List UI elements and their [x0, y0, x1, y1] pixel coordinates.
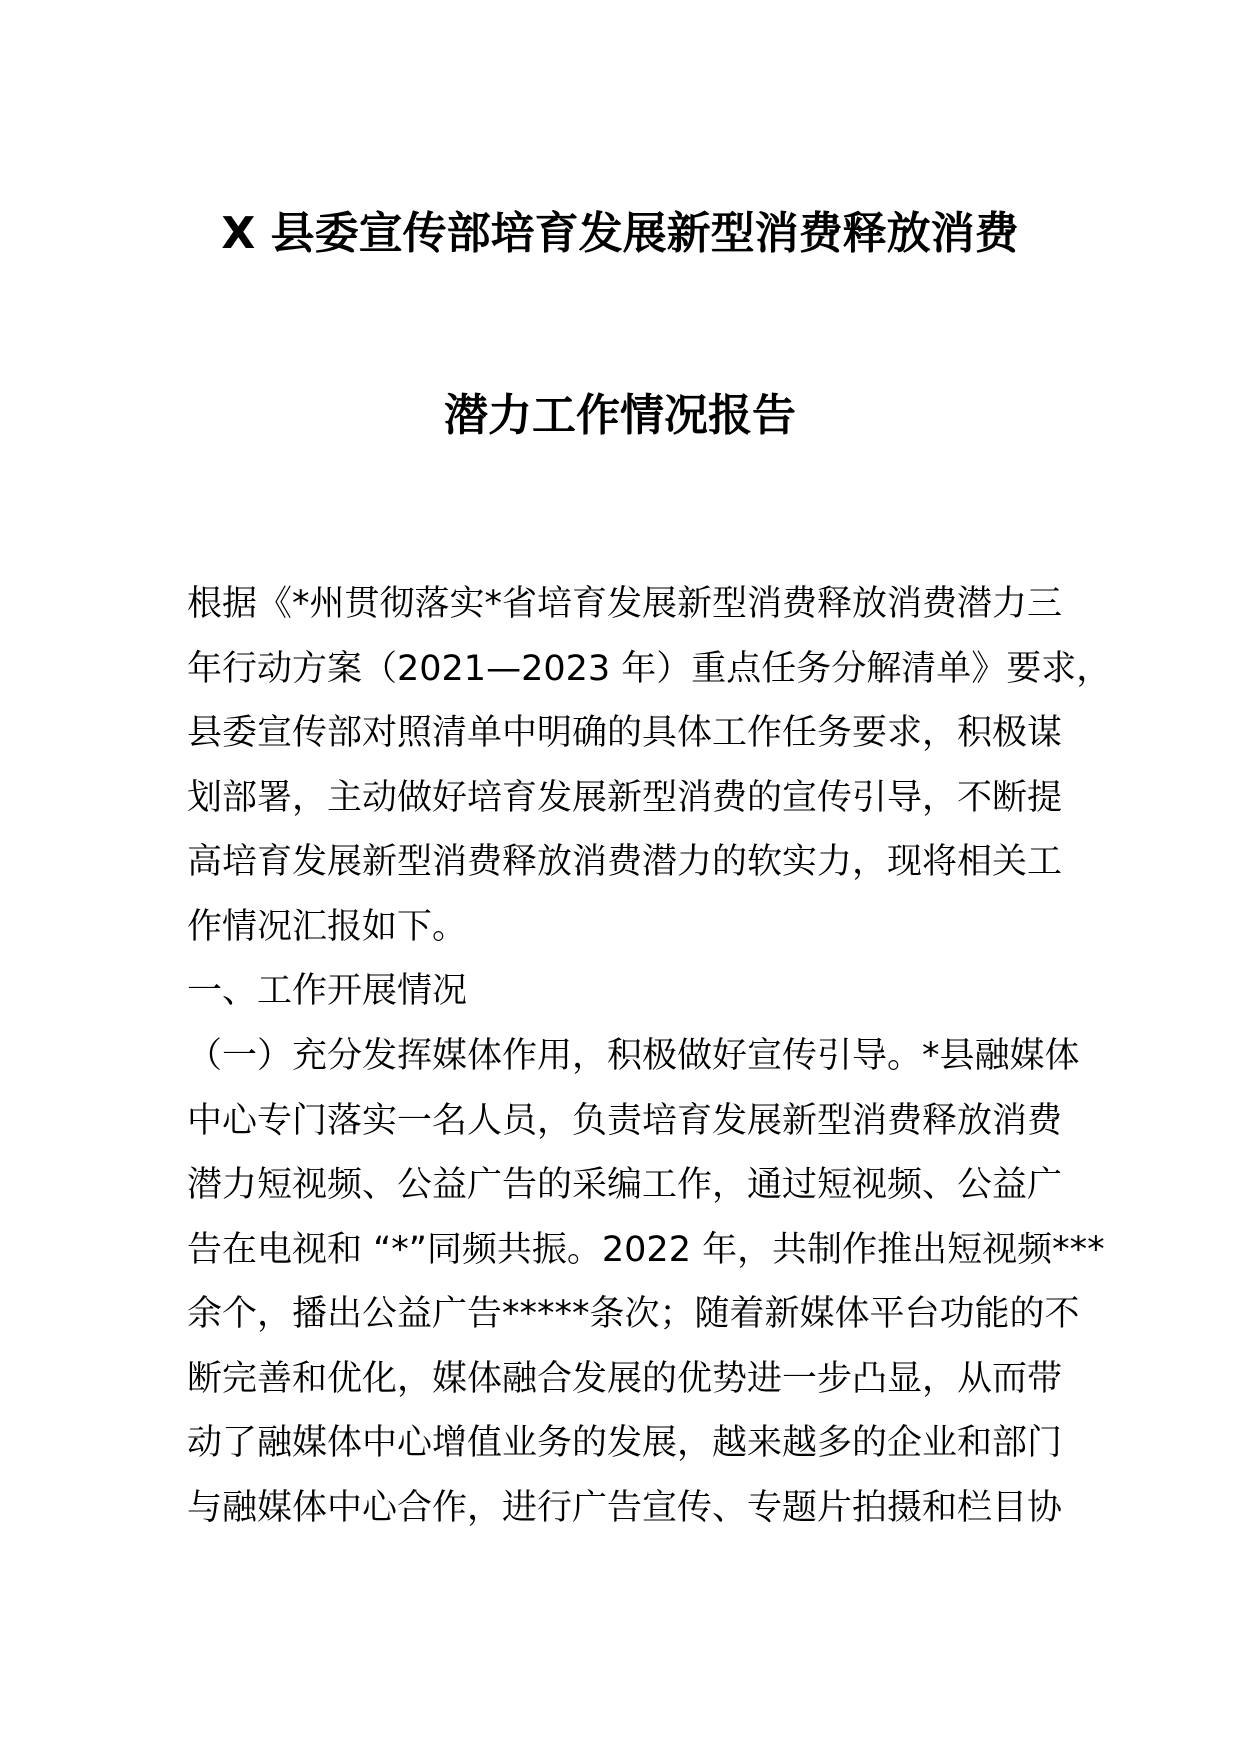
paragraph-line: 根据《*州贯彻落实*省培育发展新型消费释放消费潜力三: [187, 584, 1063, 624]
paragraph-line: 作情况汇报如下。: [187, 906, 468, 947]
section-paragraph: [187, 1024, 1105, 1540]
paragraph-line: 告在电视和 “*”同频共振。2022 年，共制作推出短视频***: [187, 1229, 1105, 1270]
paragraph-line: 高培育发展新型消费释放消费潜力的软实力，现将相关工: [187, 842, 1063, 882]
paragraph-line: 余个，播出公益广告*****条次；随着新媒体平台功能的不: [187, 1294, 1080, 1334]
paragraph-line: 动了融媒体中心增值业务的发展，越来越多的企业和部门: [187, 1423, 1063, 1463]
paragraph-line: 中心专门落实一名人员，负责培育发展新型消费释放消费: [187, 1100, 1063, 1141]
paragraph-line: 断完善和优化，媒体融合发展的优势进一步凸显，从而带: [187, 1358, 1063, 1399]
paragraph-line: 潜力短视频、公益广告的采编工作，通过短视频、公益广: [187, 1165, 1063, 1205]
section-heading: 一、工作开展情况: [187, 971, 468, 1011]
paragraph-line: （一）充分发挥媒体作用，积极做好宣传引导。*县融媒体: [187, 1036, 1080, 1076]
document-title-line-1: X 县委宣传部培育发展新型消费释放消费: [221, 208, 1019, 259]
intro-paragraph: [187, 572, 1112, 959]
paragraph-line: 县委宣传部对照清单中明确的具体工作任务要求，积极谋: [187, 713, 1063, 753]
paragraph-line: 年行动方案（2021—2023 年）重点任务分解清单》要求，: [187, 648, 1112, 689]
paragraph-line: 划部署，主动做好培育发展新型消费的宣传引导，不断提: [187, 777, 1063, 818]
document-title-line-2: 潜力工作情况报告: [444, 390, 796, 441]
paragraph-line: 与融媒体中心合作，进行广告宣传、专题片拍摄和栏目协: [187, 1487, 1063, 1528]
